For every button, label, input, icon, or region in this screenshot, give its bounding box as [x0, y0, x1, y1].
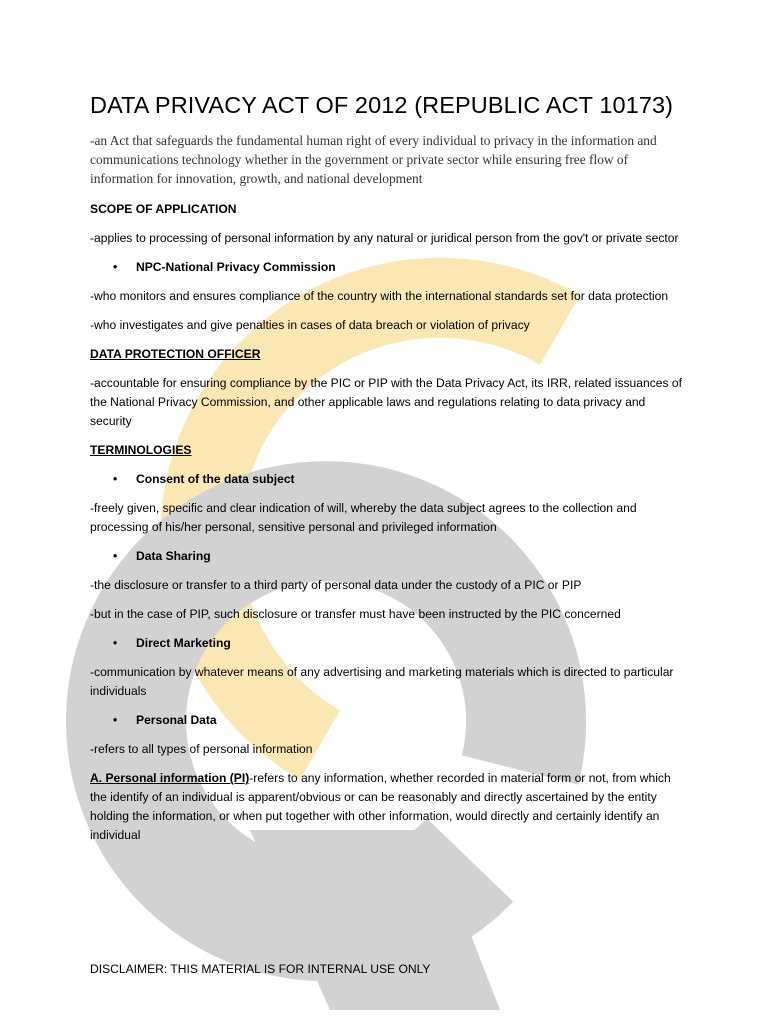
page-title: DATA PRIVACY ACT OF 2012 (REPUBLIC ACT 10173)	[90, 92, 674, 118]
pi-label: A. Personal information (PI)	[90, 771, 250, 785]
marketing-list	[90, 634, 682, 653]
personal-list	[90, 711, 682, 730]
personal-bullet: • Personal Data	[90, 711, 682, 730]
npc-text-investigates: -who investigates and give penalties in cases of data breach or violation of privacy	[90, 318, 530, 332]
marketing-bullet: • Direct Marketing	[90, 634, 682, 653]
sharing-list	[90, 547, 682, 566]
sharing-bullet: • Data Sharing	[90, 547, 682, 566]
dpo-text: -accountable for ensuring compliance by the PIC or PIP with the Data Privacy Act, its IRR, related issuances of the National Privacy Commission, and other applicable laws and regulations relating to data privacy and security	[90, 376, 682, 428]
npc-bullet: • NPC-National Privacy Commission	[90, 258, 682, 277]
sharing-text-2: -but in the case of PIP, such disclosure or transfer must have been instructed by the PIC concerned	[90, 607, 621, 621]
npc-list	[90, 258, 682, 277]
pi-paragraph	[90, 769, 682, 845]
pi-text: -refers to any information, whether recorded in material form or not, from which the identify of an individual is apparent/obvious or can be reasonably and directly ascertained by the entity holding the information, or when put together with other information, would directly and certainly identify an individual	[90, 771, 671, 842]
consent-bullet: • Consent of the data subject	[90, 470, 682, 489]
marketing-text: -communication by whatever means of any advertising and marketing materials which is directed to particular individuals	[90, 665, 674, 698]
consent-list	[90, 470, 682, 489]
consent-text: -freely given, specific and clear indication of will, whereby the data subject agrees to the collection and processing of his/her personal, sensitive personal and privileged information	[90, 501, 637, 534]
disclaimer: DISCLAIMER: THIS MATERIAL IS FOR INTERNAL USE ONLY	[90, 962, 431, 976]
npc-text-monitors: -who monitors and ensures compliance of the country with the international standards set for data protection	[90, 289, 669, 303]
terminologies-heading: TERMINOLOGIES	[90, 443, 192, 457]
scope-text: -applies to processing of personal information by any natural or juridical person from the gov't or private sector	[90, 231, 679, 245]
scope-heading: SCOPE OF APPLICATION	[90, 202, 237, 216]
personal-text: -refers to all types of personal information	[90, 742, 313, 756]
dpo-heading: DATA PROTECTION OFFICER	[90, 347, 261, 361]
document-body	[90, 92, 682, 855]
intro-paragraph: -an Act that safeguards the fundamental human right of every individual to privacy in the information and communications technology whether in the government or private sector while ensuring free flow of information for innovation, growth, and national development	[90, 133, 657, 186]
sharing-text-1: -the disclosure or transfer to a third party of personal data under the custody of a PIC or PIP	[90, 578, 582, 592]
